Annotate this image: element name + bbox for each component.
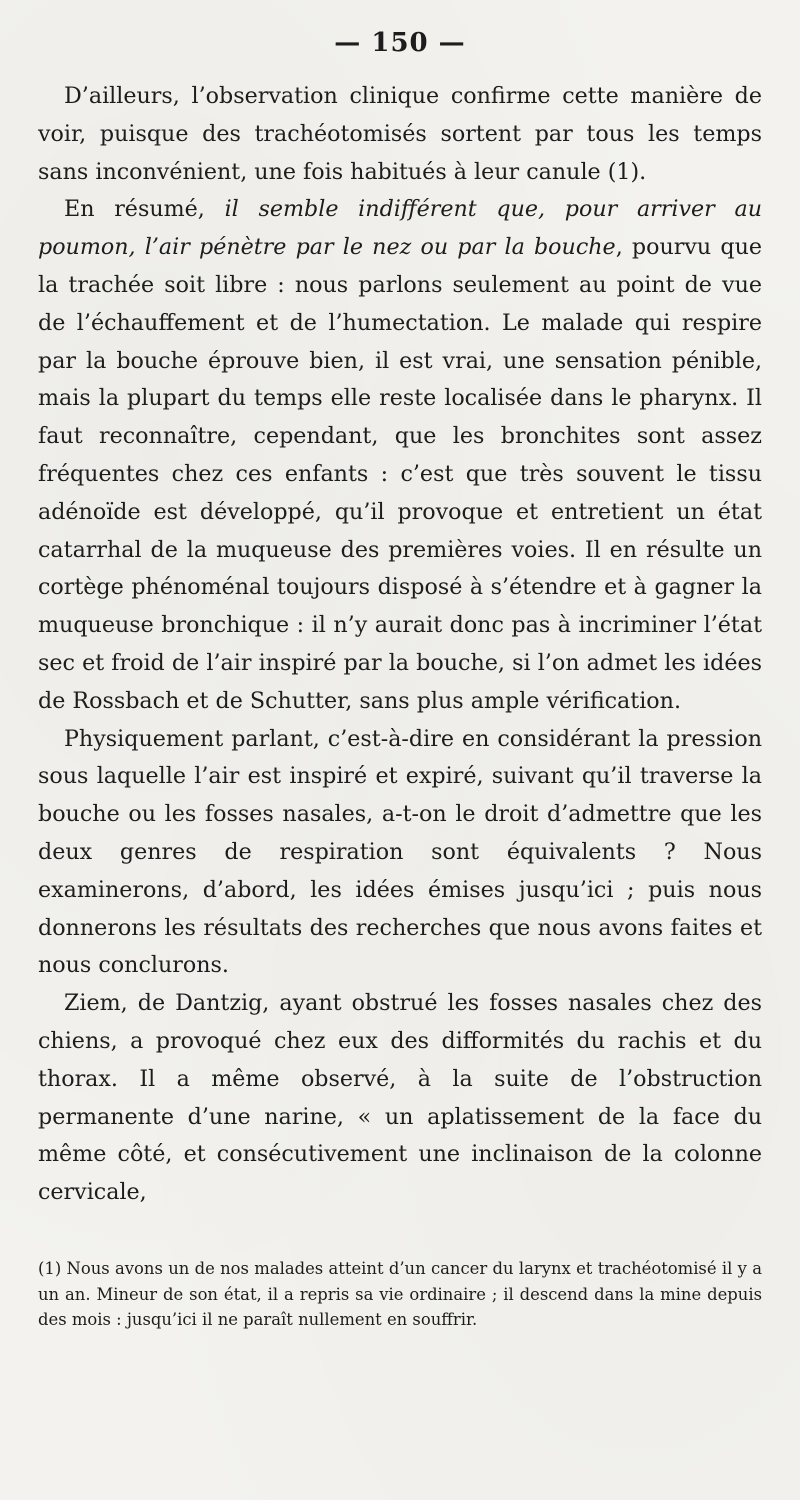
italic-text: il semble indifférent que, pour arriver au poumon, l’air pénètre par le nez ou par la bouche [38,196,762,261]
paragraph [38,721,762,986]
text-run: , pourvu que la trachée soit libre : nous parlons seulement au point de vue de l’échauffement et de l’humectation. Le malade qui respire par la bouche éprouve bien, il est vrai, une sensation pénible, mais la plupart du temps elle reste localisée dans le pharynx. Il faut reconnaître, cependant, que les bronchites sont assez fréquentes chez ces enfants : c’est que très souvent le tissu adénoïde est développé, qu’il provoque et entretient un état catarrhal de la muqueuse des premières voies. Il en résulte un cortège phénoménal toujours disposé à s’étendre et à gagner la muqueuse bronchique : il n’y aurait donc pas à incriminer l’état sec et froid de l’air inspiré par la bouche, si l’on admet les idées de Rossbach et de Schutter, sans plus ample vérification. [38,234,762,714]
page-number: — 150 — [334,28,466,58]
text-run: D’ailleurs, l’observation clinique confirme cette manière de voir, puisque des trachéotomisés sortent par tous les temps sans inconvénient, une fois habitués à leur canule (1). [38,83,762,185]
text-run: En résumé, [64,196,225,223]
paragraph [38,985,762,1212]
footnotes [38,1256,762,1333]
text-run: Physiquement parlant, c’est-à-dire en considérant la pression sous laquelle l’air est inspiré et expiré, suivant qu’il traverse la bouche ou les fosses nasales, a-t-on le droit d’admettre que les deux genres de respiration sont équivalents ? Nous examinerons, d’abord, les idées émises jusqu’ici ; puis nous donnerons les résultats des recherches que nous avons faites et nous conclurons. [38,725,762,979]
paragraph [38,191,762,720]
text-run: Ziem, de Dantzig, ayant obstrué les fosses nasales chez des chiens, a provoqué chez eux des difformités du rachis et du thorax. Il a même observé, à la suite de l’obstruction permanente d’une narine, « un aplatissement de la face du même côté, et consécutivement une inclinaison de la colonne cervicale, [38,990,762,1206]
paragraph [38,78,762,191]
footnote: (1) Nous avons un de nos malades atteint d’un cancer du larynx et trachéotomisé il y a un an. Mineur de son état, il a repris sa vie ordinaire ; il descend dans la mine depuis des mois : jusqu’ici il ne paraît nullement en souffrir. [38,1259,762,1330]
body-text [38,78,762,1212]
